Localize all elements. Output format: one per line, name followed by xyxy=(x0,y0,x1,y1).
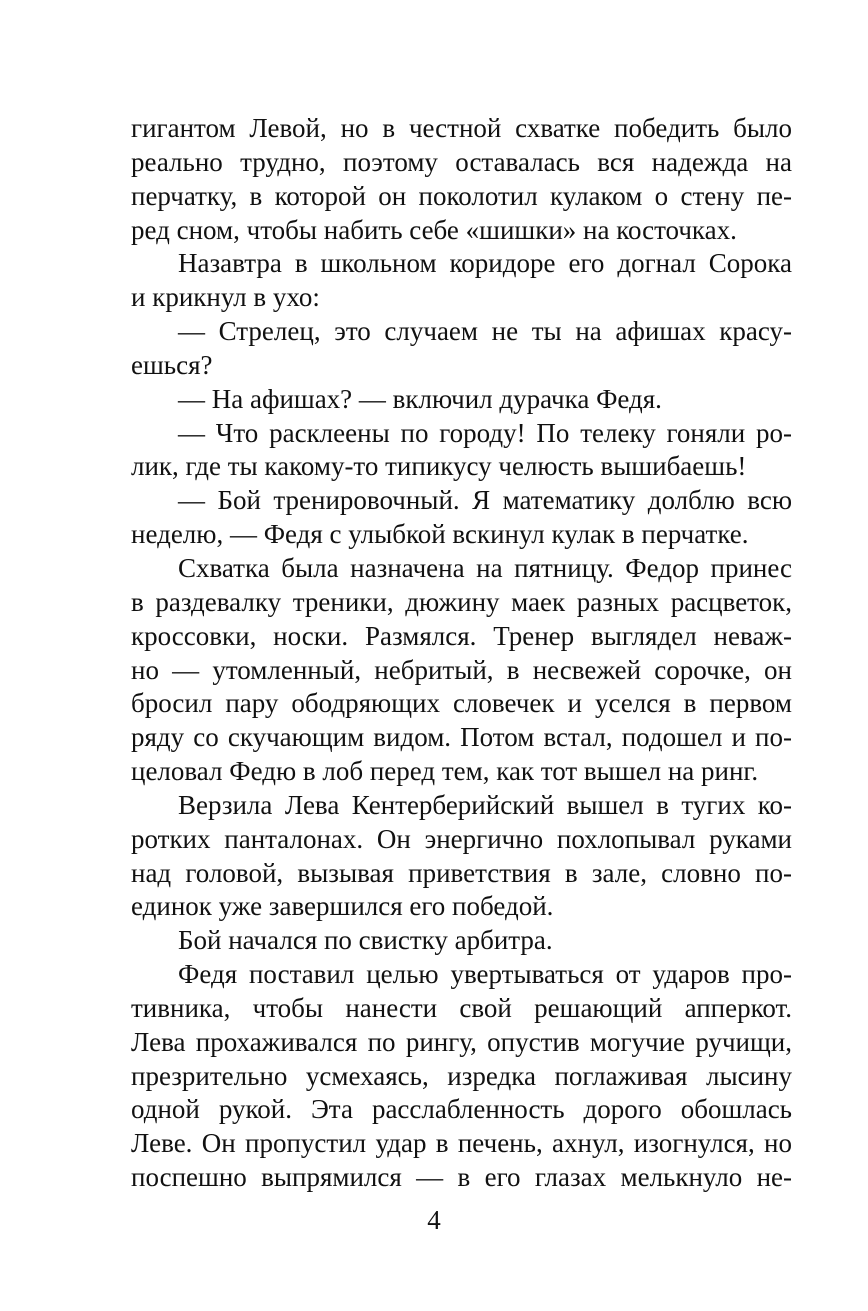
text-line: ешься? xyxy=(131,349,213,380)
paragraph xyxy=(131,383,792,417)
text-line: Верзила Лева Кентерберийский вышел в тугих ко- xyxy=(178,789,792,820)
text-line: одной рукой. Эта расслабленность дорого обошлась xyxy=(131,1094,792,1125)
text-line: — Что расклеены по городу! По телеку гоняли ро- xyxy=(178,417,792,448)
text-line: Федя поставил целью увертываться от ударов про- xyxy=(178,959,792,990)
text-line: кроссовки, носки. Размялся. Тренер выглядел неваж- xyxy=(131,620,792,651)
text-line: в раздевалку треники, дюжину маек разных расцветок, xyxy=(131,586,792,617)
text-line: ротких панталонах. Он энергично похлопывал руками xyxy=(131,823,792,854)
page-number: 4 xyxy=(427,1205,441,1235)
paragraph xyxy=(131,484,792,552)
text-line: целовал Федю в лоб перед тем, как тот вышел на ринг. xyxy=(131,756,759,787)
text-line: и крикнул в ухо: xyxy=(131,282,320,313)
text-line: над головой, вызывая приветствия в зале, словно по- xyxy=(131,857,792,888)
text-line: Леве. Он пропустил удар в печень, ахнул, изогнулся, но xyxy=(131,1128,792,1159)
paragraph xyxy=(131,247,792,315)
text-line: презрительно усмехаясь, изредка поглаживая лысину xyxy=(131,1060,792,1091)
paragraph xyxy=(131,315,792,383)
paragraph xyxy=(131,958,792,1195)
text-line: неделю, — Федя с улыбкой вскинул кулак в перчатке. xyxy=(131,519,749,550)
paragraph xyxy=(131,417,792,485)
paragraph xyxy=(131,112,792,247)
text-line: единок уже завершился его победой. xyxy=(131,891,554,922)
text-line: перчатку, в которой он поколотил кулаком о стену пе- xyxy=(131,180,792,211)
text-line: но — утомленный, небритый, в несвежей сорочке, он xyxy=(131,654,792,685)
text-line: Лева прохаживался по рингу, опустив могучие ручищи, xyxy=(131,1026,792,1057)
text-line: — Бой тренировочный. Я математику долблю всю xyxy=(178,485,792,516)
text-line: — На афишах? — включил дурачка Федя. xyxy=(178,383,662,414)
text-line: тивника, чтобы нанести свой решающий апперкот. xyxy=(131,992,792,1023)
text-line: Бой начался по свистку арбитра. xyxy=(178,925,553,956)
body-text xyxy=(131,112,792,1195)
paragraph xyxy=(131,789,792,924)
text-line: ряду со скучающим видом. Потом встал, подошел и по- xyxy=(131,722,792,753)
text-line: — Стрелец, это случаем не ты на афишах красу- xyxy=(178,316,792,347)
text-line: ред сном, чтобы набить себе «шишки» на косточках. xyxy=(131,214,737,245)
paragraph xyxy=(131,924,792,958)
text-line: бросил пару ободряющих словечек и уселся в первом xyxy=(131,688,792,719)
text-line: гигантом Левой, но в честной схватке победить было xyxy=(131,113,792,143)
text-line: Схватка была назначена на пятницу. Федор принес xyxy=(178,552,792,583)
text-line: поспешно выпрямился — в его глазах мелькнуло не- xyxy=(131,1162,792,1193)
text-line: реально трудно, поэтому оставалась вся надежда на xyxy=(131,146,792,177)
text-line: Назавтра в школьном коридоре его догнал Сорока xyxy=(178,248,792,279)
text-line: лик, где ты какому-то типикусу челюсть вышибаешь! xyxy=(131,451,747,482)
paragraph xyxy=(131,552,792,789)
